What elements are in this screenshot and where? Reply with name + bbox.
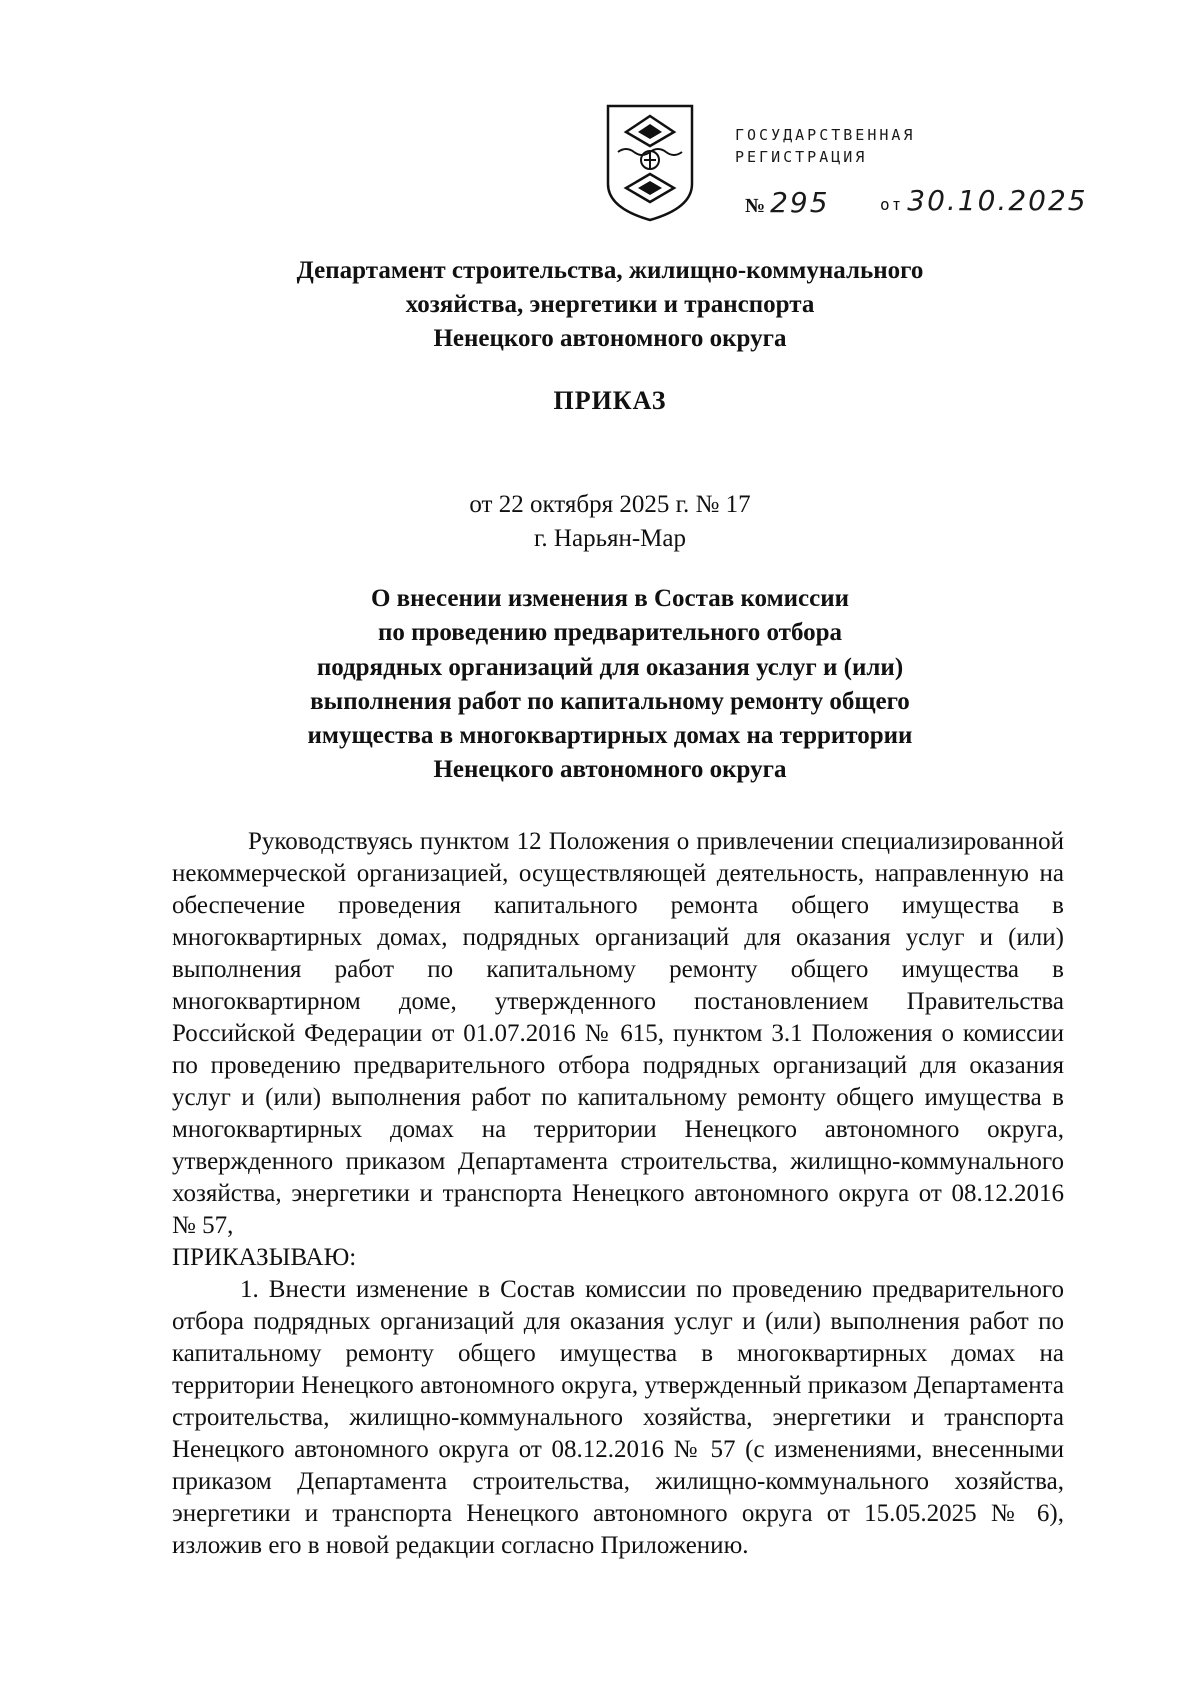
subject-line: по проведению предварительного отбора bbox=[377, 619, 843, 647]
decree-word: ПРИКАЗЫВАЮ: bbox=[172, 1244, 357, 1271]
registration-stamp bbox=[735, 126, 1115, 226]
organization-line: хозяйства, энергетики и транспорта bbox=[405, 291, 815, 318]
item-1-paragraph: 1. Внести изменение в Состав комиссии по проведению предварительного отбора подрядных организаций для оказания услуг и (или) выполнения работ по капитальному ремонту общего имущества в многоквартирных домах на территории Ненецкого автономного округа, утвержденный приказом Департамента строительства, жилищно-коммунального хозяйства, энергетики и транспорта Ненецкого автономного округа от 08.12.2016 № 57 (с изменениями, внесенными приказом Департамента строительства, жилищно-коммунального хозяйства, энергетики и транспорта Ненецкого автономного округа от 15.05.2025 № 6), изложив его в новой редакции согласно Приложению. bbox=[172, 1276, 1064, 1559]
stamp-title-line2: РЕГИСТРАЦИЯ bbox=[735, 148, 868, 166]
document-meta bbox=[160, 488, 1060, 556]
subject-line: О внесении изменения в Состав комиссии bbox=[370, 585, 850, 612]
subject-line: Ненецкого автономного округа bbox=[433, 756, 787, 784]
subject-line: выполнения работ по капитальному ремонту общего bbox=[310, 687, 910, 715]
stamp-number bbox=[745, 186, 830, 219]
coat-of-arms-emblem bbox=[604, 102, 696, 224]
document-place: г. Нарьян-Мар bbox=[533, 525, 686, 552]
stamp-date bbox=[880, 184, 1088, 217]
stamp-number-value: 295 bbox=[770, 186, 830, 219]
stamp-date-value: 30.10.2025 bbox=[907, 184, 1088, 217]
stamp-date-label: от bbox=[880, 195, 904, 214]
subject-line: имущества в многоквартирных домах на территории bbox=[307, 722, 913, 750]
document-type-title: ПРИКАЗ bbox=[553, 386, 667, 415]
organization-line: Департамент строительства, жилищно-коммунального bbox=[296, 257, 924, 284]
organization-line: Ненецкого автономного округа bbox=[433, 325, 787, 352]
document-subject bbox=[160, 582, 1060, 788]
subject-line: подрядных организаций для оказания услуг и (или) bbox=[316, 653, 904, 681]
document-body bbox=[172, 826, 1064, 1562]
stamp-number-label: № bbox=[745, 195, 766, 217]
document-date-number: от 22 октября 2025 г. № 17 bbox=[469, 491, 751, 518]
stamp-title-line1: ГОСУДАРСТВЕННАЯ bbox=[735, 126, 916, 144]
organization-name bbox=[160, 254, 1060, 356]
preamble-paragraph: Руководствуясь пунктом 12 Положения о привлечении специализированной некоммерческой организацией, осуществляющей деятельность, направленную на обеспечение проведения капитального ремонта общего имущества в многоквартирных домах, подрядных организаций для оказания услуг и (или) выполнения работ по капитальному ремонту общего имущества в многоквартирном доме, утвержденного постановлением Правительства Российской Федерации от 01.07.2016 № 615, пунктом 3.1 Положения о комиссии по проведению предварительного отбора подрядных организаций для оказания услуг и (или) выполнения работ по капитальному ремонту общего имущества в многоквартирных домах на территории Ненецкого автономного округа, утвержденного приказом Департамента строительства, жилищно-коммунального хозяйства, энергетики и транспорта Ненецкого автономного округа от 08.12.2016 № 57, bbox=[172, 828, 1064, 1239]
